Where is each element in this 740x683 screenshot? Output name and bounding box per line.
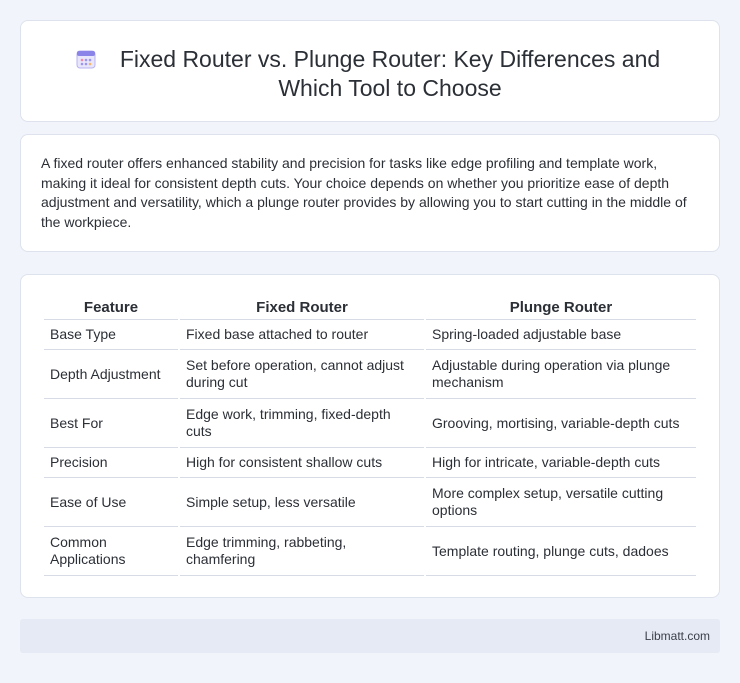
fixed-cell: Set before operation, cannot adjust during cut [180, 350, 424, 399]
title-card [20, 20, 720, 122]
feature-cell: Common Applications [44, 527, 178, 576]
header-feature: Feature [44, 295, 178, 320]
fixed-cell: Edge trimming, rabbeting, chamfering [180, 527, 424, 576]
feature-cell: Depth Adjustment [44, 350, 178, 399]
plunge-cell: Template routing, plunge cuts, dadoes [426, 527, 696, 576]
feature-cell: Ease of Use [44, 478, 178, 527]
table-row [44, 527, 696, 576]
intro-paragraph: A fixed router offers enhanced stability and precision for tasks like edge profiling and template work, making it ideal for consistent depth cuts. Your choice depends on whether you prioritize ease of depth adjustment and versatility, which a plunge router provides by allowing you to start cutting in the middle of the workpiece. [41, 155, 687, 230]
feature-cell: Best For [44, 399, 178, 448]
fixed-cell: Edge work, trimming, fixed-depth cuts [180, 399, 424, 448]
intro-card [20, 134, 720, 252]
plunge-cell: Grooving, mortising, variable-depth cuts [426, 399, 696, 448]
comparison-table [42, 295, 698, 576]
fixed-cell: Fixed base attached to router [180, 320, 424, 350]
table-row [44, 350, 696, 399]
table-row [44, 399, 696, 448]
fixed-cell: High for consistent shallow cuts [180, 448, 424, 478]
comparison-card [20, 274, 720, 598]
plunge-cell: High for intricate, variable-depth cuts [426, 448, 696, 478]
header-plunge-router: Plunge Router [426, 295, 696, 320]
plunge-cell: Adjustable during operation via plunge mechanism [426, 350, 696, 399]
table-row [44, 320, 696, 350]
feature-cell: Base Type [44, 320, 178, 350]
fixed-cell: Simple setup, less versatile [180, 478, 424, 527]
table-header-row [44, 295, 696, 320]
plunge-cell: More complex setup, versatile cutting options [426, 478, 696, 527]
table-row [44, 448, 696, 478]
feature-cell: Precision [44, 448, 178, 478]
footer-brand[interactable]: Libmatt.com [644, 629, 710, 643]
header-fixed-router: Fixed Router [180, 295, 424, 320]
page-title: Fixed Router vs. Plunge Router: Key Differences and Which Tool to Choose [119, 46, 661, 101]
plunge-cell: Spring-loaded adjustable base [426, 320, 696, 350]
footer-bar [20, 619, 720, 653]
table-row [44, 478, 696, 527]
